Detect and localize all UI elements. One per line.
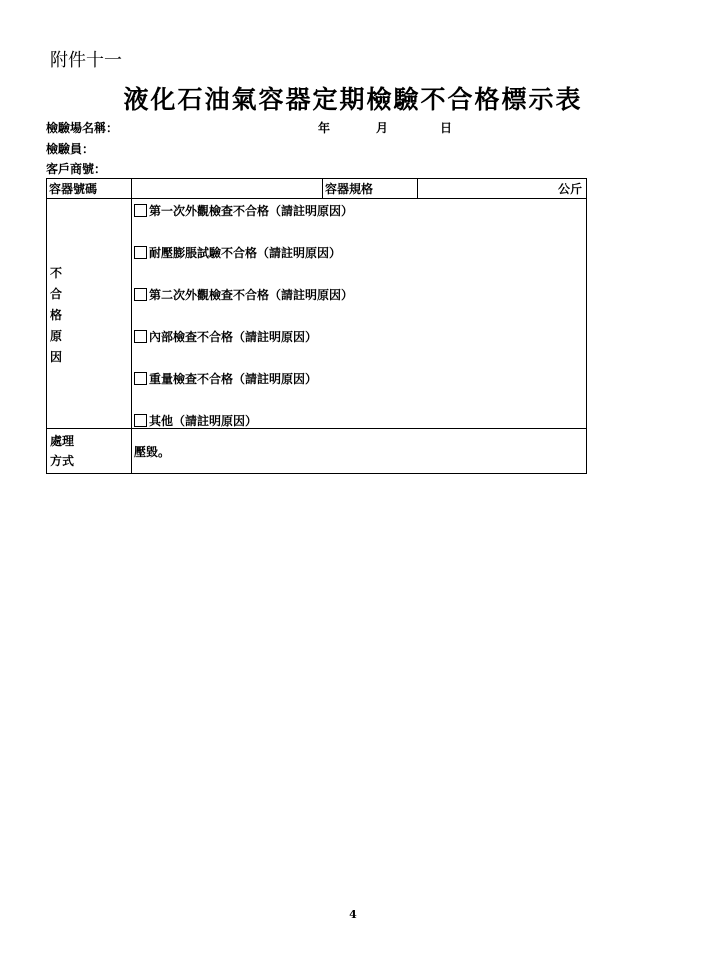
fail-reason-label bbox=[47, 199, 132, 429]
page-title: 液化石油氣容器定期檢驗不合格標示表 bbox=[123, 85, 583, 114]
checkbox[interactable] bbox=[134, 414, 147, 427]
handling-label-line: 方式 bbox=[50, 454, 75, 468]
reason-item-second-visual[interactable] bbox=[134, 286, 353, 303]
reason-item-pressure-test[interactable] bbox=[134, 244, 341, 261]
fail-reason-char: 因 bbox=[50, 350, 63, 364]
container-number-label: 容器號碼 bbox=[47, 179, 132, 199]
inspection-form-table bbox=[46, 178, 587, 474]
checkbox[interactable] bbox=[134, 330, 147, 343]
reason-label: 第二次外觀檢查不合格（請註明原因） bbox=[149, 288, 354, 302]
handling-value: 壓毀。 bbox=[132, 429, 587, 474]
fail-reason-char: 不 bbox=[50, 266, 63, 280]
reason-item-first-visual[interactable] bbox=[134, 202, 353, 219]
reason-item-internal[interactable] bbox=[134, 328, 317, 345]
handling-label bbox=[47, 429, 132, 474]
customer-label: 客戶商號： bbox=[46, 162, 107, 176]
month-label: 月 bbox=[376, 121, 389, 135]
day-label: 日 bbox=[440, 121, 453, 135]
reason-label: 耐壓膨脹試驗不合格（請註明原因） bbox=[149, 246, 342, 260]
inspector-label: 檢驗員： bbox=[46, 142, 95, 156]
reason-label: 重量檢查不合格（請註明原因） bbox=[149, 372, 318, 386]
reason-item-other[interactable] bbox=[134, 412, 257, 429]
reason-label: 第一次外觀檢查不合格（請註明原因） bbox=[149, 204, 354, 218]
reason-label: 內部檢查不合格（請註明原因） bbox=[149, 330, 318, 344]
page-number: 4 bbox=[349, 908, 357, 921]
fail-reasons-cell bbox=[132, 199, 587, 429]
site-name-label: 檢驗場名稱： bbox=[46, 121, 119, 135]
year-label: 年 bbox=[318, 121, 331, 135]
fail-reason-char: 格 bbox=[50, 308, 63, 322]
checkbox[interactable] bbox=[134, 204, 147, 217]
container-spec-field[interactable] bbox=[418, 179, 587, 199]
reason-item-weight[interactable] bbox=[134, 370, 317, 387]
checkbox[interactable] bbox=[134, 288, 147, 301]
attachment-label: 附件十一 bbox=[50, 50, 122, 71]
container-spec-label: 容器規格 bbox=[323, 179, 418, 199]
unit-label: 公斤 bbox=[557, 182, 582, 196]
reason-label: 其他（請註明原因） bbox=[149, 414, 258, 428]
checkbox[interactable] bbox=[134, 372, 147, 385]
handling-label-line: 處理 bbox=[50, 434, 75, 448]
checkbox[interactable] bbox=[134, 246, 147, 259]
fail-reason-char: 合 bbox=[50, 287, 63, 301]
container-number-field[interactable] bbox=[132, 179, 323, 199]
fail-reason-char: 原 bbox=[50, 329, 63, 343]
